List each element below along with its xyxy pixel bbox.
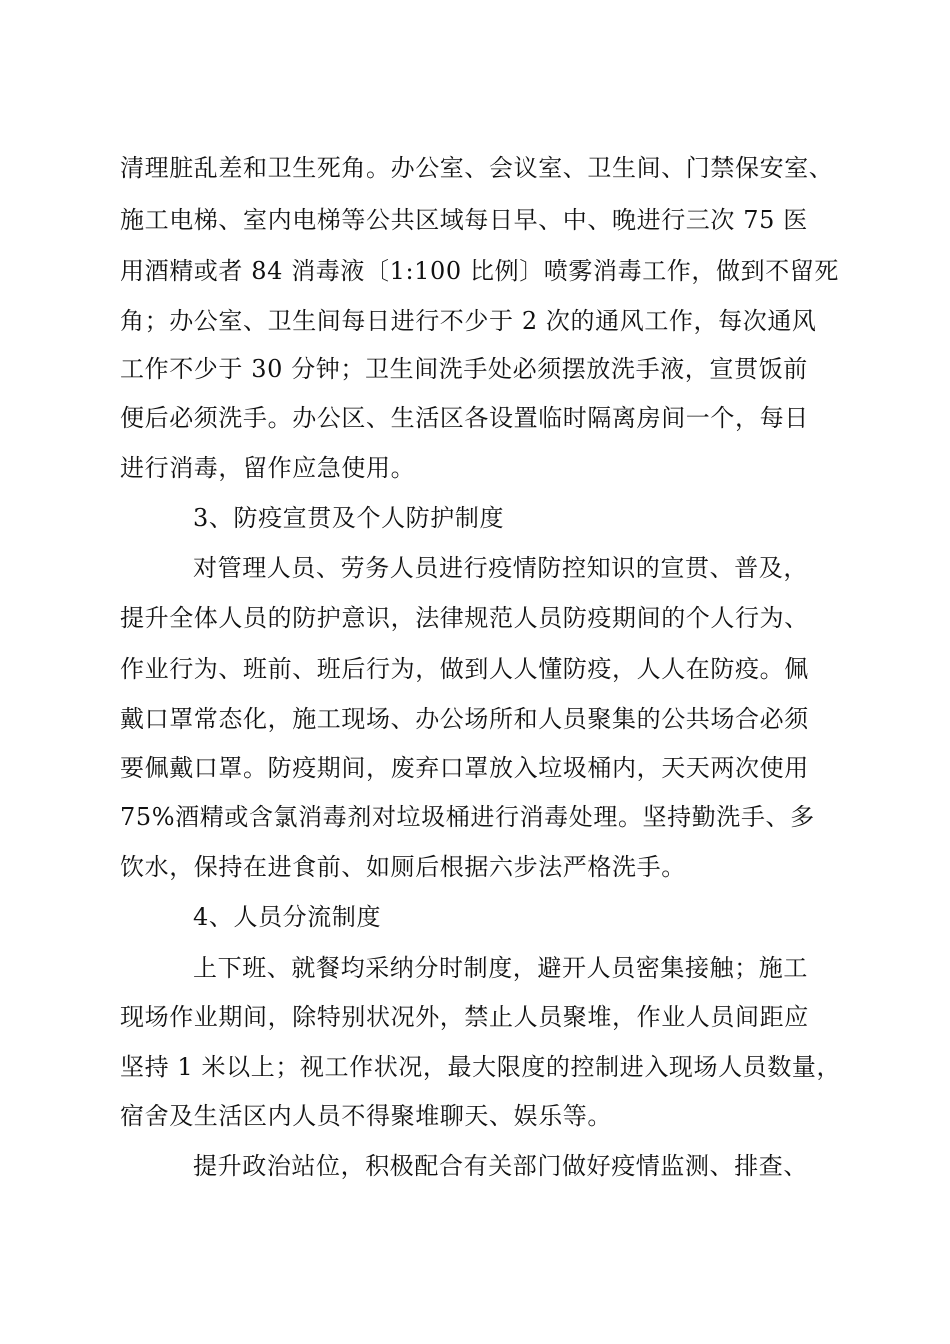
- body-text-line: 用酒精或者 84 消毒液〔1:100 比例〕喷雾消毒工作，做到不留死: [120, 257, 839, 285]
- body-text-line: 现场作业期间，除特别状况外，禁止人员聚堆，作业人员间距应: [120, 1003, 809, 1031]
- body-text-line: 清理脏乱差和卫生死角。办公室、会议室、卫生间、门禁保安室、: [120, 154, 834, 182]
- body-text-line: 工作不少于 30 分钟；卫生间洗手处必须摆放洗手液，宣贯饭前: [120, 355, 808, 383]
- body-text-line: 要佩戴口罩。防疫期间，废弃口罩放入垃圾桶内，天天两次使用: [120, 754, 809, 782]
- body-text-line: 便后必须洗手。办公区、生活区各设置临时隔离房间一个，每日: [120, 404, 809, 432]
- body-text-line: 宿舍及生活区内人员不得聚堆聊天、娱乐等。: [120, 1102, 612, 1130]
- body-text-line: 坚持 1 米以上；视工作状况，最大限度的控制进入现场人员数量，: [120, 1053, 842, 1081]
- paragraph-first-line: 对管理人员、劳务人员进行疫情防控知识的宣贯、普及，: [193, 554, 808, 582]
- body-text-line: 施工电梯、室内电梯等公共区域每日早、中、晚进行三次 75 医: [120, 206, 808, 234]
- section-heading: 4、人员分流制度: [193, 903, 382, 931]
- body-text-line: 75%酒精或含氯消毒剂对垃圾桶进行消毒处理。坚持勤洗手、多: [120, 803, 815, 831]
- body-text-line: 戴口罩常态化，施工现场、办公场所和人员聚集的公共场合必须: [120, 705, 809, 733]
- section-heading: 3、防疫宣贯及个人防护制度: [193, 504, 505, 532]
- paragraph-first-line: 上下班、就餐均采纳分时制度，避开人员密集接触；施工: [193, 954, 808, 982]
- body-text-line: 饮水，保持在进食前、如厕后根据六步法严格洗手。: [120, 853, 686, 881]
- body-text-line: 作业行为、班前、班后行为，做到人人懂防疫，人人在防疫。佩: [120, 655, 809, 683]
- body-text-line: 提升全体人员的防护意识，法律规范人员防疫期间的个人行为、: [120, 604, 809, 632]
- body-text-line: 角；办公室、卫生间每日进行不少于 2 次的通风工作，每次通风: [120, 307, 817, 335]
- paragraph-first-line: 提升政治站位，积极配合有关部门做好疫情监测、排查、: [193, 1152, 808, 1180]
- body-text-line: 进行消毒，留作应急使用。: [120, 454, 416, 482]
